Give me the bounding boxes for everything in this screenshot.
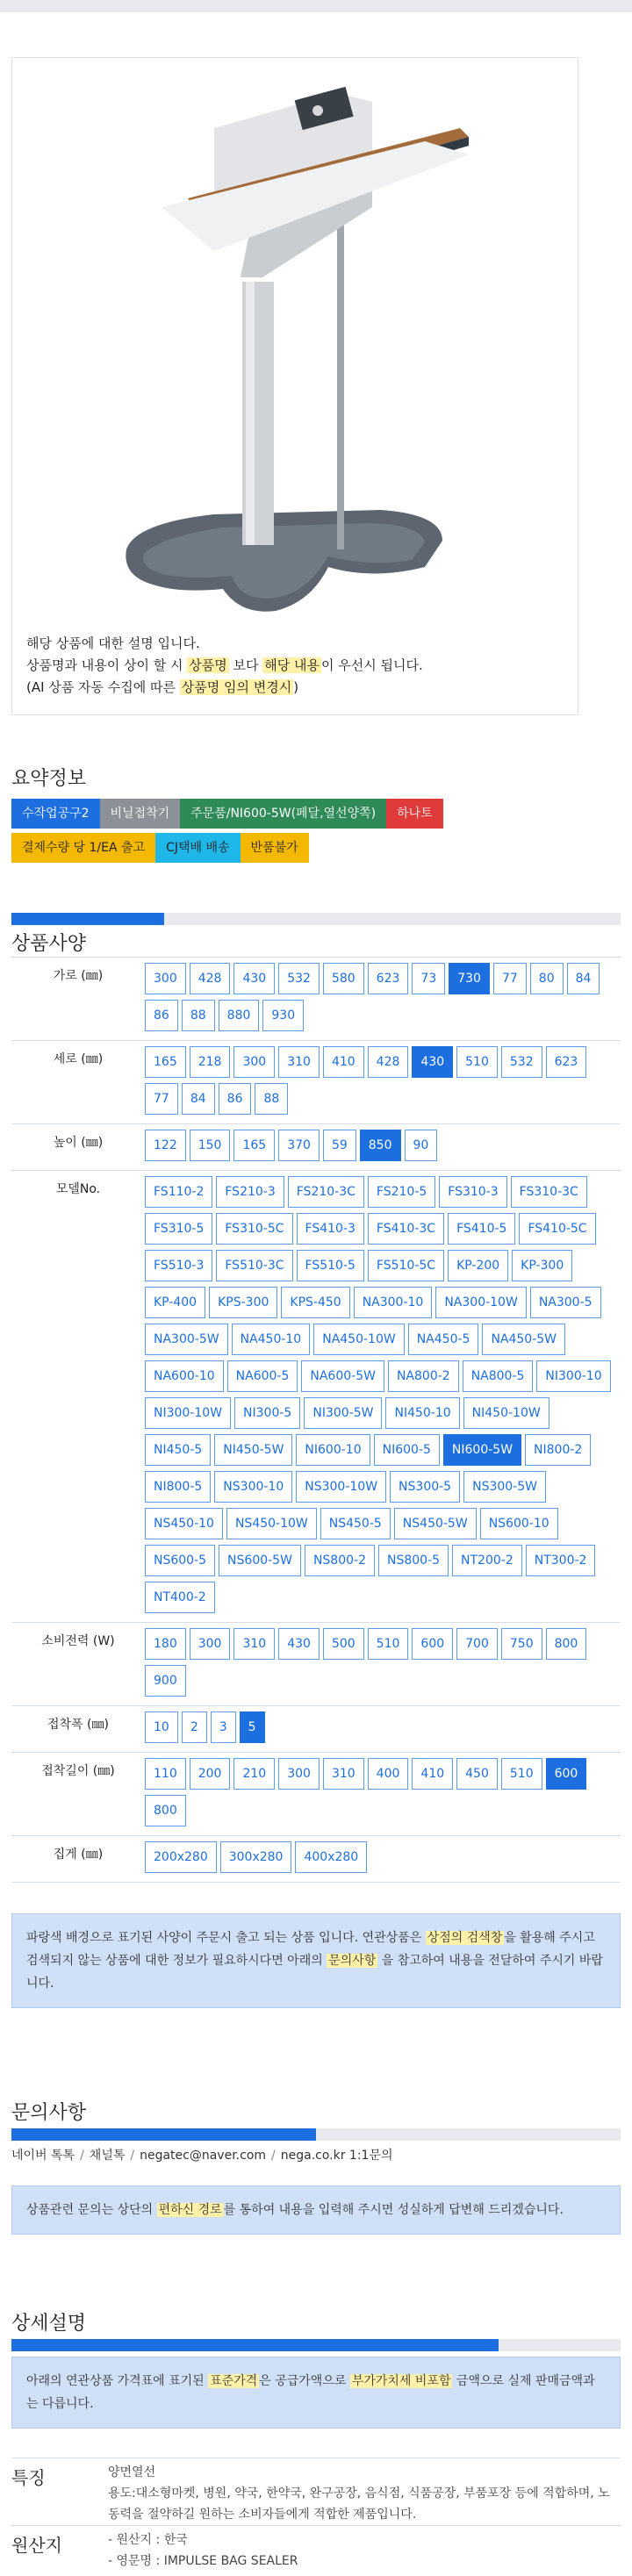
spec-option-chip[interactable]: KPS-300	[209, 1287, 277, 1318]
spec-option-chip[interactable]: NA300-5	[530, 1287, 601, 1318]
spec-option-chip[interactable]: 200x280	[145, 1841, 217, 1873]
detail-line: 용도:대소형마켓, 병원, 약국, 한약국, 완구공장, 음식점, 식품공장, 부품포장 등에 적합하며, 노동력을 절약하길 원하는 소비자들에게 적합한 제품입니다.	[108, 2486, 610, 2522]
spec-option-chip[interactable]: NI800-2	[525, 1434, 591, 1466]
spec-option-chip[interactable]: 122	[145, 1130, 186, 1161]
spec-option-chip[interactable]: NS450-5W	[394, 1508, 477, 1539]
detail-row	[11, 2458, 621, 2525]
inquiry-links	[11, 2146, 393, 2163]
summary-badges-row-2	[11, 833, 309, 863]
spec-option-chip[interactable]: 300	[190, 1628, 231, 1660]
spec-option-chip[interactable]: 623	[546, 1046, 587, 1078]
spec-option-chip[interactable]: 750	[501, 1628, 542, 1660]
spec-option-chip[interactable]: 5	[240, 1711, 265, 1743]
spec-option-chip[interactable]: NA450-5	[408, 1324, 479, 1355]
spec-row	[11, 1753, 621, 1836]
spec-row-label: 모델No.	[55, 1182, 101, 1196]
spec-option-chip[interactable]: NS300-5W	[463, 1471, 546, 1503]
inquiry-progress-track	[11, 2128, 621, 2141]
spec-option-chip[interactable]: FS310-3C	[511, 1176, 587, 1208]
spec-option-chip[interactable]: FS410-5C	[519, 1213, 595, 1245]
spec-option-chip[interactable]: 200	[190, 1758, 231, 1790]
spec-option-chip[interactable]: KP-300	[512, 1250, 572, 1281]
summary-badge: 비닐접착기	[100, 799, 181, 829]
spec-option-chip[interactable]: FS310-5C	[216, 1213, 292, 1245]
spec-option-chip[interactable]: 510	[368, 1628, 409, 1660]
spec-row	[11, 1623, 621, 1706]
spec-option-chip[interactable]: 90	[405, 1130, 438, 1161]
spec-option-chip[interactable]: NI600-10	[296, 1434, 370, 1466]
spec-table	[11, 957, 621, 1883]
spec-option-chip[interactable]: NA600-5W	[301, 1360, 384, 1392]
spec-option-chip[interactable]: FS410-5	[448, 1213, 515, 1245]
detail-progress-fill	[11, 2339, 499, 2351]
spec-option-chip[interactable]: 300	[233, 1046, 275, 1078]
spec-option-chip[interactable]: 623	[368, 963, 409, 994]
spec-option-chip[interactable]: NA800-5	[463, 1360, 534, 1392]
spec-row	[11, 1706, 621, 1753]
spec-option-chip[interactable]: FS210-3C	[288, 1176, 364, 1208]
spec-option-chip[interactable]: 10	[145, 1711, 178, 1743]
spec-option-chip[interactable]: 110	[145, 1758, 186, 1790]
spec-option-chip[interactable]: 218	[190, 1046, 231, 1078]
spec-option-chip[interactable]: FS510-3	[145, 1250, 212, 1281]
spec-option-chip[interactable]: FS310-3	[439, 1176, 506, 1208]
spec-option-chip[interactable]: NI450-10	[385, 1397, 459, 1429]
spec-option-chip[interactable]: 310	[278, 1046, 320, 1078]
spec-option-chip[interactable]: 310	[323, 1758, 364, 1790]
spec-option-chip[interactable]: 300	[278, 1758, 320, 1790]
summary-badge: 반품불가	[241, 833, 309, 863]
spec-row-label: 높이 (㎜)	[53, 1136, 104, 1150]
summary-badges-row-1	[11, 799, 443, 829]
spec-title: 상품사양	[11, 933, 87, 955]
spec-option-chip[interactable]: FS510-5	[297, 1250, 364, 1281]
spec-option-chip[interactable]: 800	[546, 1628, 587, 1660]
detail-line: - 영문명 : IMPULSE BAG SEALER	[108, 2554, 298, 2568]
detail-line: 양면열선	[108, 2465, 156, 2479]
spec-option-chip[interactable]: NS800-5	[378, 1545, 449, 1576]
spec-option-chip[interactable]: NA300-10W	[435, 1287, 526, 1318]
inquiry-link[interactable]: nega.co.kr 1:1문의	[280, 2149, 393, 2163]
spec-option-chip[interactable]: NS600-5	[145, 1545, 215, 1576]
spec-option-chip[interactable]: KP-400	[145, 1287, 205, 1318]
spec-option-chip[interactable]: 532	[501, 1046, 542, 1078]
spec-option-chip[interactable]: 800	[145, 1795, 186, 1826]
spec-option-chip[interactable]: 73	[412, 963, 445, 994]
spec-option-chip[interactable]: 84	[182, 1083, 215, 1115]
spec-option-chip[interactable]: KPS-450	[281, 1287, 349, 1318]
spec-progress-fill	[11, 913, 164, 925]
spec-row-label: 접착길이 (㎜)	[41, 1764, 115, 1778]
spec-option-chip[interactable]: NI800-5	[145, 1471, 211, 1503]
spec-option-chip[interactable]: FS410-3C	[368, 1213, 444, 1245]
spec-option-chip[interactable]: 2	[182, 1711, 207, 1743]
spec-option-chip[interactable]: 850	[360, 1130, 401, 1161]
spec-option-chip[interactable]: NS300-10	[214, 1471, 292, 1503]
spec-option-chip[interactable]: 84	[567, 963, 600, 994]
spec-option-chip[interactable]: NI300-5	[234, 1397, 300, 1429]
spec-option-chip[interactable]: FS510-5C	[368, 1250, 444, 1281]
spec-option-chip[interactable]: NI450-10W	[463, 1397, 549, 1429]
inquiry-link[interactable]: 네이버 톡톡	[11, 2149, 75, 2163]
spec-option-chip[interactable]: FS110-2	[145, 1176, 212, 1208]
top-divider-bar	[0, 0, 632, 12]
spec-option-chip[interactable]: NI600-5W	[443, 1434, 521, 1466]
spec-option-chip[interactable]: 77	[145, 1083, 178, 1115]
detail-row-label: 원산지	[11, 2535, 62, 2556]
spec-option-chip[interactable]: 3	[211, 1711, 236, 1743]
spec-option-chip[interactable]: KP-200	[448, 1250, 508, 1281]
spec-option-chip[interactable]: 700	[456, 1628, 498, 1660]
spec-option-chip[interactable]: 300	[145, 963, 186, 994]
spec-option-chip[interactable]: 88	[182, 1000, 215, 1031]
spec-option-chip[interactable]: NS450-5	[320, 1508, 391, 1539]
spec-option-chip[interactable]: 430	[412, 1046, 453, 1078]
spec-option-chip[interactable]: NA450-10W	[313, 1324, 404, 1355]
detail-line: - 원산지 : 한국	[108, 2533, 188, 2547]
spec-option-chip[interactable]: FS510-3C	[216, 1250, 292, 1281]
spec-option-chip[interactable]: FS210-5	[368, 1176, 435, 1208]
spec-option-chip[interactable]: 400x280	[295, 1841, 367, 1873]
spec-option-chip[interactable]: 532	[278, 963, 320, 994]
spec-option-chip[interactable]: 600	[412, 1628, 453, 1660]
spec-option-chip[interactable]: 180	[145, 1628, 186, 1660]
detail-row-value	[108, 2526, 621, 2572]
spec-option-chip[interactable]: 410	[412, 1758, 453, 1790]
spec-option-chip[interactable]: NT400-2	[145, 1582, 215, 1613]
inquiry-link[interactable]: 채널톡	[89, 2149, 126, 2163]
spec-option-chip[interactable]: NA300-5W	[145, 1324, 228, 1355]
spec-option-chip[interactable]: NS300-10W	[296, 1471, 386, 1503]
spec-option-chip[interactable]: NI600-5	[374, 1434, 440, 1466]
spec-option-chip[interactable]: 428	[190, 963, 231, 994]
spec-option-chip[interactable]: NS600-10	[480, 1508, 558, 1539]
inquiry-progress-fill	[11, 2128, 316, 2141]
desc-line-3: (AI 상품 자동 수집에 따른 상품명 임의 변경시 )	[26, 679, 299, 695]
detail-progress-track	[11, 2339, 621, 2351]
link-separator: /	[271, 2149, 276, 2163]
spec-option-chip[interactable]: NS450-10	[145, 1508, 223, 1539]
spec-option-chip[interactable]: NI450-5W	[214, 1434, 292, 1466]
spec-option-chip[interactable]: 510	[501, 1758, 542, 1790]
product-hero-card	[11, 57, 578, 715]
desc-line-2: 상품명과 내용이 상이 할 시 상품명 보다 해당 내용 이 우선시 됩니다.	[26, 657, 423, 673]
spec-option-chip[interactable]: 88	[255, 1083, 288, 1115]
spec-option-chip[interactable]: 370	[278, 1130, 320, 1161]
link-separator: /	[130, 2149, 135, 2163]
spec-option-chip[interactable]: FS310-5	[145, 1213, 212, 1245]
spec-option-chip[interactable]: NA600-10	[145, 1360, 224, 1392]
detail-title: 상세설명	[11, 2313, 87, 2335]
spec-option-chip[interactable]: 86	[219, 1083, 252, 1115]
inquiry-notice: 상품관련 문의는 상단의 편하신 경로 를 통하여 내용을 입력해 주시면 성실하게 답변해 드리겠습니다.	[11, 2185, 621, 2235]
spec-option-chip[interactable]: 580	[323, 963, 364, 994]
spec-option-chip[interactable]: NT200-2	[452, 1545, 522, 1576]
summary-badge: 하나토	[386, 799, 443, 829]
detail-row-label: 특징	[11, 2467, 46, 2488]
spec-option-chip[interactable]: NA450-5W	[482, 1324, 565, 1355]
summary-badge: 주문품/NI600-5W(페달,열선양쪽)	[180, 799, 386, 829]
spec-option-chip[interactable]: NA600-5	[227, 1360, 298, 1392]
spec-option-chip[interactable]: 310	[233, 1628, 275, 1660]
spec-option-chip[interactable]: 430	[233, 963, 275, 994]
spec-option-chip[interactable]: NA300-10	[354, 1287, 433, 1318]
spec-option-chip[interactable]: FS410-3	[297, 1213, 364, 1245]
spec-option-chip[interactable]: NA450-10	[232, 1324, 311, 1355]
spec-option-chip[interactable]: 210	[233, 1758, 275, 1790]
link-separator: /	[80, 2149, 84, 2163]
spec-option-chip[interactable]: 900	[145, 1665, 186, 1697]
spec-option-chip[interactable]: NI300-10W	[145, 1397, 231, 1429]
spec-option-chip[interactable]: NT300-2	[526, 1545, 596, 1576]
spec-option-chip[interactable]: 80	[530, 963, 564, 994]
spec-option-chip[interactable]: 430	[278, 1628, 320, 1660]
spec-row	[11, 1124, 621, 1171]
spec-option-chip[interactable]: NI300-5W	[304, 1397, 382, 1429]
spec-option-chip[interactable]: NA800-2	[388, 1360, 459, 1392]
spec-option-chip[interactable]: 730	[449, 963, 490, 994]
spec-option-chip[interactable]: 59	[323, 1130, 356, 1161]
spec-row	[11, 1836, 621, 1883]
spec-row-label: 가로 (㎜)	[53, 969, 104, 983]
spec-option-chip[interactable]: 600	[546, 1758, 587, 1790]
spec-option-chip[interactable]: NS300-5	[390, 1471, 460, 1503]
spec-option-chip[interactable]: NS800-2	[305, 1545, 375, 1576]
spec-row-label: 접착폭 (㎜)	[47, 1718, 109, 1732]
spec-option-chip[interactable]: 428	[368, 1046, 409, 1078]
detail-row	[11, 2525, 621, 2572]
spec-option-chip[interactable]: FS210-3	[216, 1176, 284, 1208]
summary-badge: 수작업공구2	[11, 799, 100, 829]
spec-option-chip[interactable]: NS450-10W	[226, 1508, 317, 1539]
summary-title: 요약정보	[11, 768, 87, 790]
summary-badge: 결제수량 당 1/EA 출고	[11, 833, 155, 863]
spec-row-label: 집게 (㎜)	[53, 1848, 104, 1862]
inquiry-title: 문의사항	[11, 2102, 87, 2124]
detail-table	[11, 2458, 621, 2572]
detail-row-value	[108, 2458, 621, 2525]
spec-row-label: 세로 (㎜)	[53, 1052, 104, 1066]
product-description	[26, 633, 423, 699]
spec-row	[11, 1171, 621, 1623]
spec-row	[11, 958, 621, 1041]
spec-option-chip[interactable]: NS600-5W	[219, 1545, 301, 1576]
spec-option-chip[interactable]: 165	[233, 1130, 275, 1161]
spec-option-chip[interactable]: 165	[145, 1046, 186, 1078]
spec-option-chip[interactable]: 77	[493, 963, 527, 994]
spec-option-chip[interactable]: 86	[145, 1000, 178, 1031]
spec-row-label: 소비전력 (W)	[41, 1634, 115, 1648]
spec-progress-track	[11, 913, 621, 925]
spec-option-chip[interactable]: 510	[456, 1046, 498, 1078]
summary-badge: CJ택배 배송	[155, 833, 240, 863]
detail-notice: 아래의 연관상품 가격표에 표기된 표준가격 은 공급가액으로 부가가치세 비포함 금액으로 실제 판매금액과는 다릅니다.	[11, 2357, 621, 2429]
spec-option-chip[interactable]: NI450-5	[145, 1434, 211, 1466]
spec-option-chip[interactable]: 450	[456, 1758, 498, 1790]
spec-option-chip[interactable]: 410	[323, 1046, 364, 1078]
spec-row	[11, 1041, 621, 1124]
spec-option-chip[interactable]: 930	[262, 1000, 304, 1031]
spec-option-chip[interactable]: 150	[190, 1130, 231, 1161]
spec-option-chip[interactable]: 500	[323, 1628, 364, 1660]
inquiry-link[interactable]: negatec@naver.com	[140, 2149, 267, 2163]
spec-option-chip[interactable]: 880	[219, 1000, 260, 1031]
spec-notice: 파랑색 배경으로 표기된 사양이 주문시 출고 되는 상품 입니다. 연관상품은 상점의 검색창 을 활용해 주시고 검색되지 않는 상품에 대한 정보가 필요하시다면 아래의 문의사항 을 참고하여 내용을 전달하여 주시기 바랍니다.	[11, 1913, 621, 2008]
spec-option-chip[interactable]: 300x280	[220, 1841, 292, 1873]
product-image	[109, 75, 495, 620]
spec-option-chip[interactable]: NI300-10	[536, 1360, 610, 1392]
spec-option-chip[interactable]: 400	[368, 1758, 409, 1790]
desc-line-1: 해당 상품에 대한 설명 입니다.	[26, 635, 200, 651]
